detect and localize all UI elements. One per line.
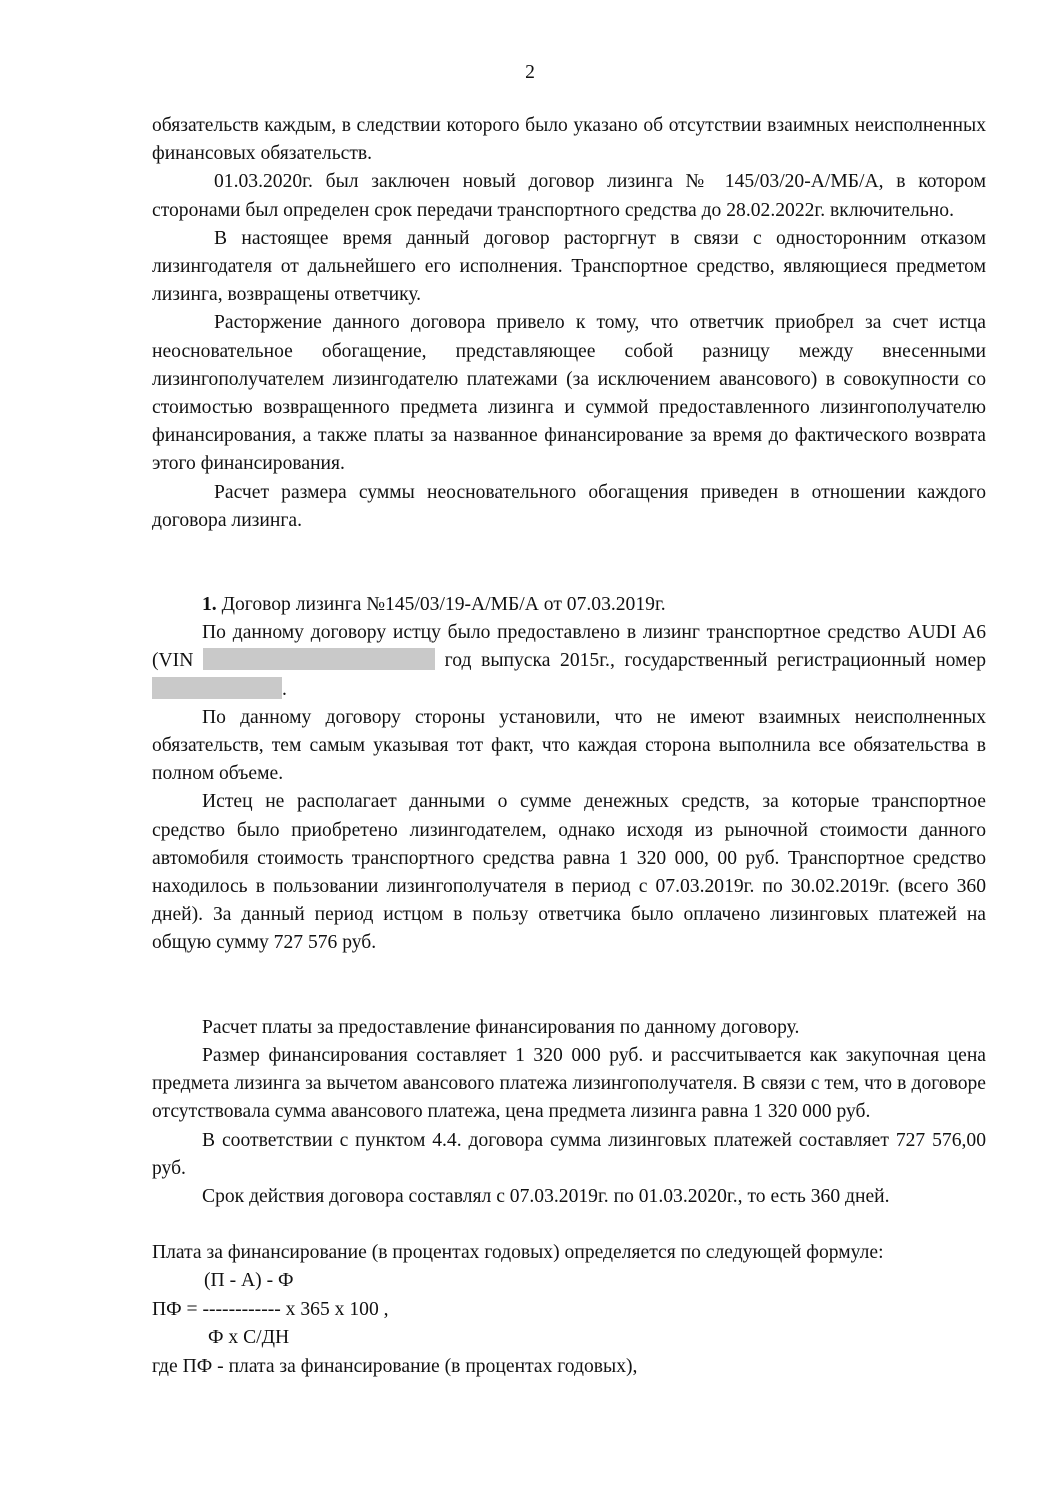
paragraph-new-contract: 01.03.2020г. был заключен новый договор лизинга № 145/03/20-А/МБ/А, в котором сторонами был определен срок передачи транспортного средства до 28.02.2022г. включительно. [152, 171, 986, 221]
vehicle-text-2: год выпуска 2015г., государственный регистрационный номер [444, 650, 986, 672]
formula-numerator: (П - А) - Ф [204, 1270, 294, 1292]
formula-denominator: Ф x С/ДН [208, 1327, 290, 1349]
page-number: 2 [525, 62, 535, 83]
spacer [152, 1211, 986, 1239]
spacer [152, 986, 986, 1014]
financing-title: Расчет платы за предоставление финансирования по данному договору. [202, 1016, 800, 1038]
paragraph-unjust-enrichment: Расторжение данного договора привело к тому, что ответчик приобрел за счет истца неосновательное обогащение, представляющее собой разницу между внесенными лизингополучателем лизингодателю платежами (за исключением авансового) в совокупности со стоимостью возвращенного предмета лизинга и суммой предоставленного лизингополучателю финансирования, а также платы за названное финансирование за время до фактического возврата этого финансирования. [152, 312, 986, 475]
section-number: 1. [202, 594, 217, 616]
paragraph-vehicle [152, 619, 986, 704]
document-body [152, 112, 986, 1381]
paragraph-financing-size: Размер финансирования составляет 1 320 000 руб. и рассчитывается как закупочная цена предмета лизинга за вычетом авансового платежа лизингополучателя. В связи с тем, что в договоре отсутствовала сумма авансового платежа, цена предмета лизинга равна 1 320 000 руб. [152, 1044, 986, 1123]
formula-where: где ПФ - плата за финансирование (в процентах годовых), [152, 1355, 638, 1377]
paragraph-contract-term: Срок действия договора составлял с 07.03.2019г. по 01.03.2020г., то есть 360 дней. [202, 1185, 890, 1207]
section-title: Договор лизинга №145/03/19-А/МБ/А от 07.03.2019г. [221, 594, 666, 616]
paragraph-vehicle-cost: Истец не располагает данными о сумме денежных средств, за которые транспортное средство было приобретено лизингодателем, однако исходя из рыночной стоимости данного автомобиля стоимость транспортного средства равна 1 320 000, 00 руб. Транспортное средство находилось в пользовании лизингополучателя в период с 07.03.2019г. по 30.02.2019г. (всего 360 дней). За данный период истцом в пользу ответчика было оплачено лизинговых платежей на общую сумму 727 576 руб. [152, 791, 986, 954]
spacer [152, 535, 986, 563]
paragraph-calculation-note: Расчет размера суммы неосновательного обогащения приведен в отношении каждого договора лизинга. [152, 481, 986, 531]
vehicle-text-1: По данному договору истцу было предоставлено в лизинг транспортное средство AUDI A6 (VIN [152, 622, 986, 672]
formula-main-line: ПФ = ------------ x 365 x 100 , [152, 1298, 389, 1320]
section-heading [152, 591, 986, 619]
redacted-vin [203, 648, 435, 670]
paragraph-obligations-continued: обязательств каждым, в следствии которого было указано об отсутствии взаимных неисполненных финансовых обязательств. [152, 115, 986, 165]
formula-intro: Плата за финансирование (в процентах годовых) определяется по следующей формуле: [152, 1242, 884, 1264]
formula [152, 1267, 986, 1352]
vehicle-text-end: . [282, 678, 287, 700]
paragraph-no-obligations: По данному договору стороны установили, что не имеют взаимных неисполненных обязательств, тем самым указывая тот факт, что каждая сторона выполнила все обязательства в полном объеме. [152, 706, 986, 785]
spacer [152, 958, 986, 986]
spacer [152, 563, 986, 591]
paragraph-termination: В настоящее время данный договор расторгнут в связи с односторонним отказом лизингодателя от дальнейшего его исполнения. Транспортное средство, являющиеся предметом лизинга, возвращены ответчику. [152, 227, 986, 306]
paragraph-lease-payments: В соответствии с пунктом 4.4. договора сумма лизинговых платежей составляет 727 576,00 руб. [152, 1129, 986, 1179]
redacted-plate-number [152, 677, 282, 699]
